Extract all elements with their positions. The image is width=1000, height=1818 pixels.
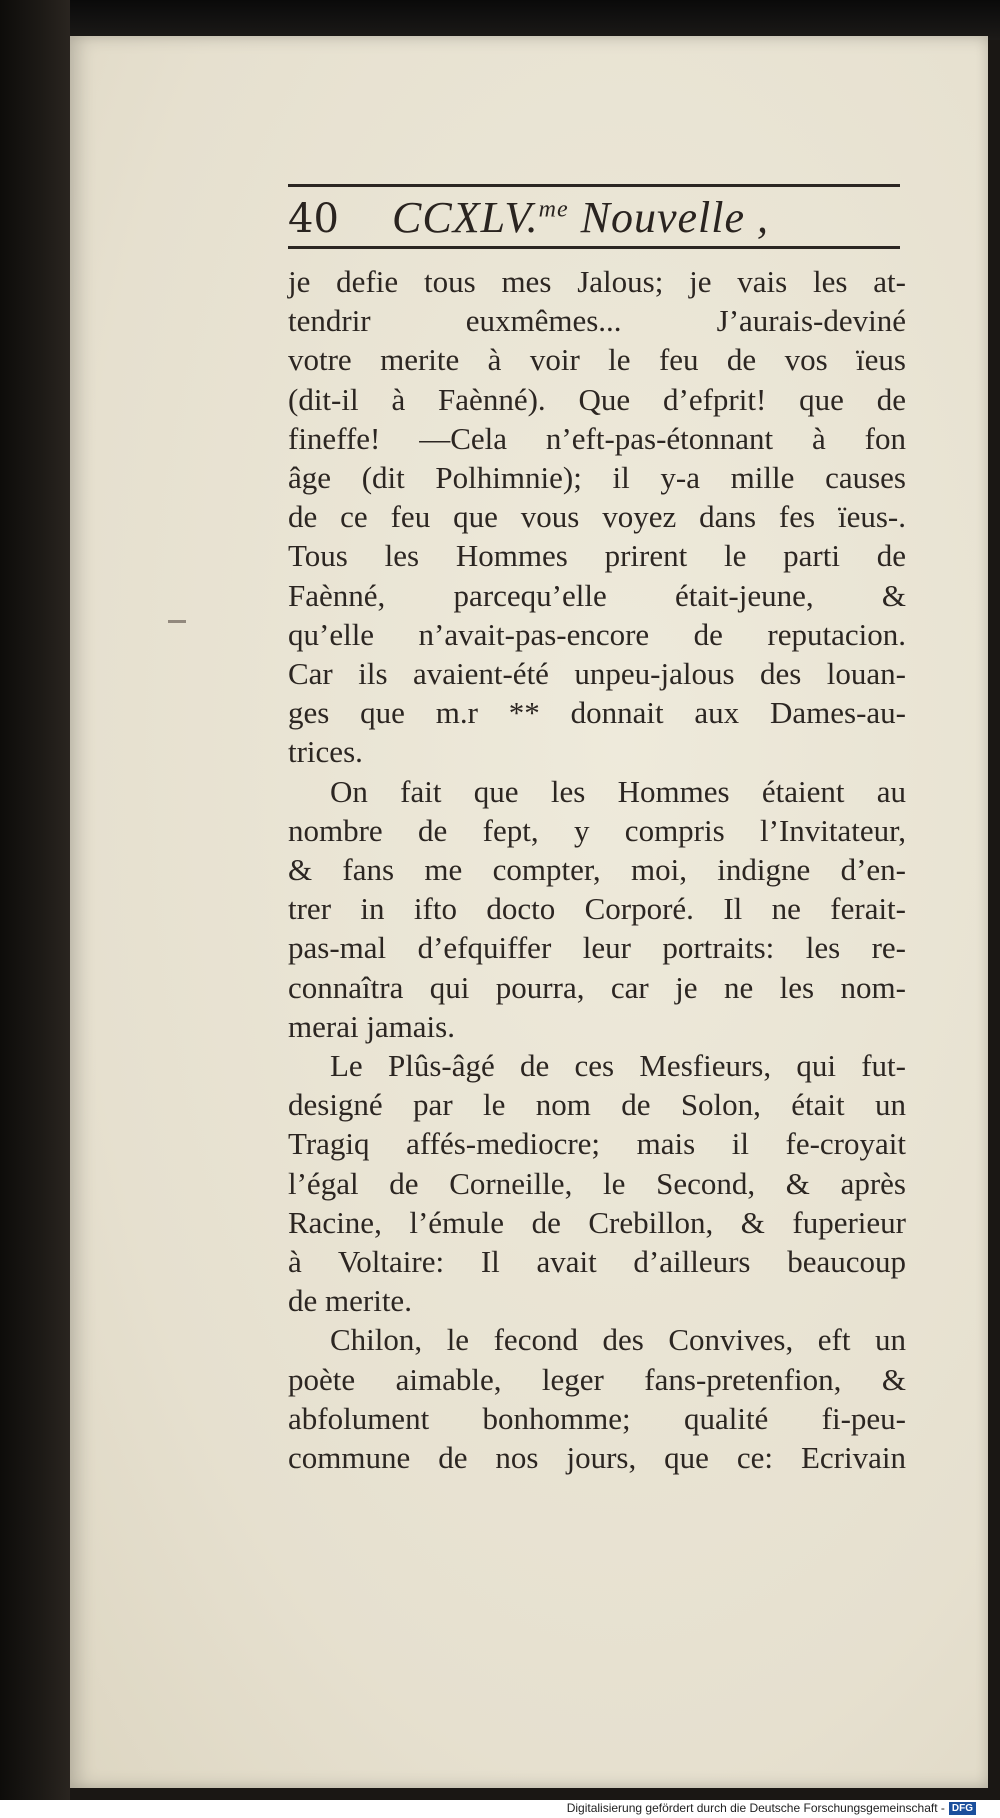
text-line: tendrir euxmêmes... J’aurais-deviné — [288, 303, 906, 339]
header-rule-top — [288, 184, 900, 187]
text-line: votre merite à voir le feu de vos ïeus — [288, 342, 906, 378]
text-line: & fans me compter, moi, indigne d’en- — [288, 852, 906, 888]
text-line: de ce feu que vous voyez dans fes ïeus-. — [288, 499, 906, 535]
text-line: Tragiq affés-mediocre; mais il fe-croyait — [288, 1126, 906, 1162]
margin-mark — [168, 620, 186, 623]
digitization-credit — [567, 1801, 976, 1815]
running-title — [392, 192, 769, 243]
text-line: abfolument bonhomme; qualité fi-peu- — [288, 1400, 906, 1436]
text-line: trices. — [288, 734, 363, 770]
text-line: âge (dit Polhimnie); il y-a mille causes — [288, 460, 906, 496]
text-line: merai jamais. — [288, 1008, 455, 1044]
text-line: designé par le nom de Solon, était un — [288, 1087, 906, 1123]
text-line: poète aimable, leger fans-pretenfion, & — [288, 1361, 906, 1397]
text-line: je defie tous mes Jalous; je vais les at- — [288, 264, 906, 299]
text-line: à Voltaire: Il avait d’ailleurs beaucoup — [288, 1244, 906, 1280]
dfg-logo: DFG — [949, 1802, 976, 1815]
paragraph-first-line: On fait que les Hommes étaient au — [330, 773, 906, 809]
text-line: Faènné, parcequ’elle était-jeune, & — [288, 577, 906, 613]
running-title-rest: Nouvelle , — [568, 193, 769, 242]
text-line: Car ils avaient-été unpeu-jalous des louan- — [288, 656, 906, 692]
page-header — [288, 184, 900, 254]
book-cover-top — [0, 0, 1000, 40]
body-text — [288, 262, 906, 1477]
text-line: ges que m.r ** donnait aux Dames-au- — [288, 695, 906, 731]
text-line: de merite. — [288, 1283, 412, 1319]
paragraph-first-line: Le Plûs-âgé de ces Mesfieurs, qui fut- — [330, 1048, 906, 1084]
text-line: (dit-il à Faènné). Que d’efprit! que de — [288, 381, 906, 417]
text-line: Tous les Hommes prirent le parti de — [288, 538, 906, 574]
text-line: trer in ifto docto Corporé. Il ne ferait- — [288, 891, 906, 927]
text-line: l’égal de Corneille, le Second, & après — [288, 1165, 906, 1201]
text-line: connaîtra qui pourra, car je ne les nom- — [288, 969, 906, 1005]
text-line: Racine, l’émule de Crebillon, & fuperieur — [288, 1204, 906, 1240]
text-line: commune de nos jours, que ce: Ecrivain — [288, 1440, 906, 1476]
text-line: pas-mal d’efquiffer leur portraits: les re- — [288, 930, 906, 966]
text-line: fineffe! —Cela n’eft-pas-étonnant à fon — [288, 420, 906, 456]
book-spine — [0, 0, 70, 1818]
page-number: 40 — [288, 196, 339, 242]
credit-text: Digitalisierung gefördert durch die Deutsche Forschungsgemeinschaft - — [566, 1801, 945, 1815]
running-title-superscript: me — [538, 196, 569, 223]
header-rule-bottom — [288, 246, 900, 249]
text-line: nombre de fept, y compris l’Invitateur, — [288, 812, 906, 848]
running-title-main: CCXLV. — [392, 193, 539, 242]
paragraph-first-line: Chilon, le fecond des Convives, eft un — [330, 1322, 906, 1358]
text-line: qu’elle n’avait-pas-encore de reputacion. — [288, 616, 906, 652]
